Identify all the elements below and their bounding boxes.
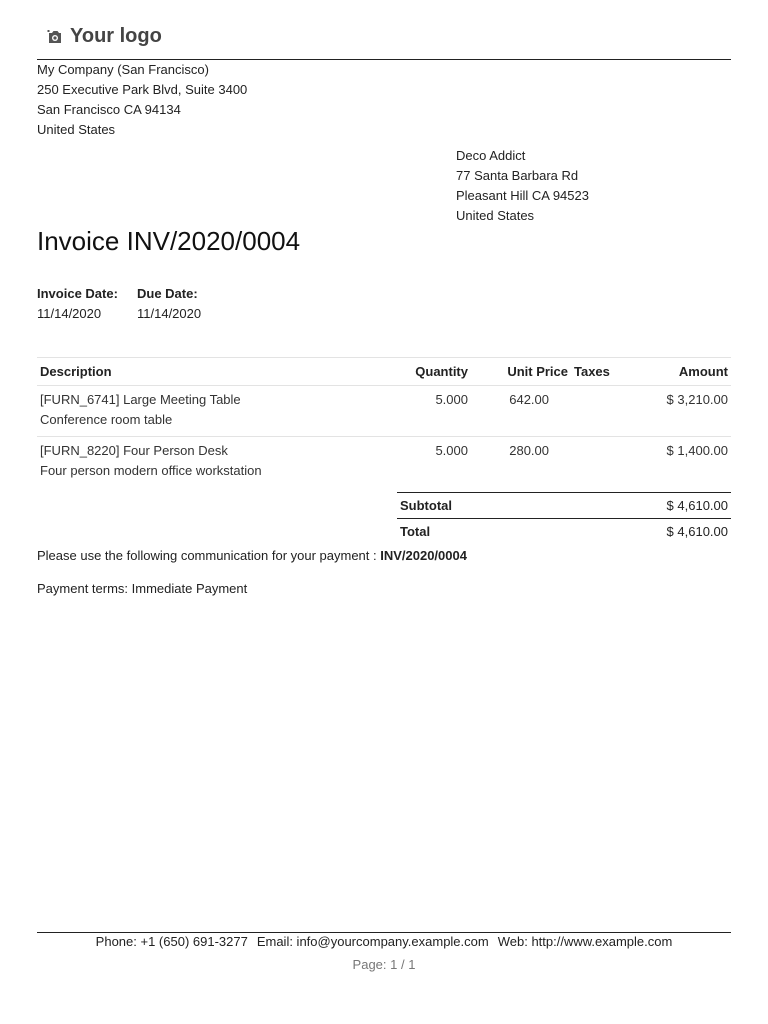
- customer-city: Pleasant Hill CA 94523: [456, 188, 589, 203]
- total-value: $ 4,610.00: [551, 519, 731, 545]
- line-amount: $ 1,400.00: [631, 437, 731, 488]
- payment-communication: [37, 548, 467, 563]
- line-description: [37, 386, 377, 437]
- communication-text: Please use the following communication for your payment :: [37, 548, 381, 563]
- line-taxes: [571, 386, 631, 437]
- company-country: United States: [37, 122, 116, 137]
- camera-icon: [46, 28, 64, 46]
- invoice-date-value: 11/14/2020: [37, 306, 102, 321]
- header-amount: Amount: [631, 358, 731, 386]
- customer-name: Deco Addict: [456, 148, 526, 163]
- due-date-label: Due Date:: [137, 286, 198, 301]
- invoice-date-label: Invoice Date:: [37, 286, 118, 301]
- line-product-detail: Four person modern office workstation: [40, 463, 262, 478]
- payment-terms: Payment terms: Immediate Payment: [37, 581, 248, 596]
- invoice-title: Invoice INV/2020/0004: [37, 226, 301, 256]
- company-address: [37, 60, 247, 140]
- footer-web: Web: http://www.example.com: [497, 934, 673, 949]
- company-logo: [46, 25, 162, 48]
- line-quantity: 5.000: [435, 392, 468, 407]
- footer-phone: Phone: +1 (650) 691-3277: [95, 934, 248, 949]
- company-name: My Company (San Francisco): [37, 62, 209, 77]
- line-unit-price: 642.00: [509, 392, 549, 407]
- totals-table: [397, 492, 731, 545]
- header-taxes: Taxes: [571, 358, 631, 386]
- customer-street: 77 Santa Barbara Rd: [456, 168, 579, 183]
- footer-divider: [37, 932, 731, 933]
- subtotal-value: $ 4,610.00: [551, 493, 731, 519]
- total-label: Total: [397, 519, 551, 545]
- header-unit-price: Unit Price: [471, 358, 571, 386]
- line-product-name: [FURN_8220] Four Person Desk: [40, 443, 228, 458]
- subtotal-label: Subtotal: [397, 493, 551, 519]
- line-quantity: 5.000: [377, 437, 471, 488]
- due-date-block: [137, 284, 237, 324]
- due-date-value: 11/14/2020: [137, 306, 202, 321]
- page-number: Page: 1 / 1: [352, 957, 416, 972]
- line-unit-price: 280.00: [471, 437, 571, 488]
- logo-text: Your logo: [70, 25, 162, 47]
- invoice-lines-table: [37, 357, 731, 487]
- customer-address: [456, 146, 589, 226]
- communication-reference: INV/2020/0004: [380, 548, 467, 563]
- line-product-detail: Conference room table: [40, 412, 173, 427]
- total-row: [397, 519, 731, 545]
- customer-country: United States: [456, 208, 535, 223]
- line-amount: $ 3,210.00: [666, 392, 728, 407]
- header-description: Description: [37, 358, 377, 386]
- line-taxes: [571, 437, 631, 488]
- company-street: 250 Executive Park Blvd, Suite 3400: [37, 82, 248, 97]
- header-quantity: Quantity: [377, 358, 471, 386]
- footer-email: Email: info@yourcompany.example.com: [256, 934, 489, 949]
- line-description: [37, 437, 377, 488]
- table-row: [37, 386, 731, 437]
- footer-contact: [0, 934, 768, 949]
- invoice-date-block: [37, 284, 137, 324]
- company-city: San Francisco CA 94134: [37, 102, 181, 117]
- subtotal-row: [397, 493, 731, 519]
- table-header-row: [37, 358, 731, 386]
- invoice-dates: [37, 284, 237, 324]
- table-row: [37, 437, 731, 488]
- line-product-name: [FURN_6741] Large Meeting Table: [40, 392, 241, 407]
